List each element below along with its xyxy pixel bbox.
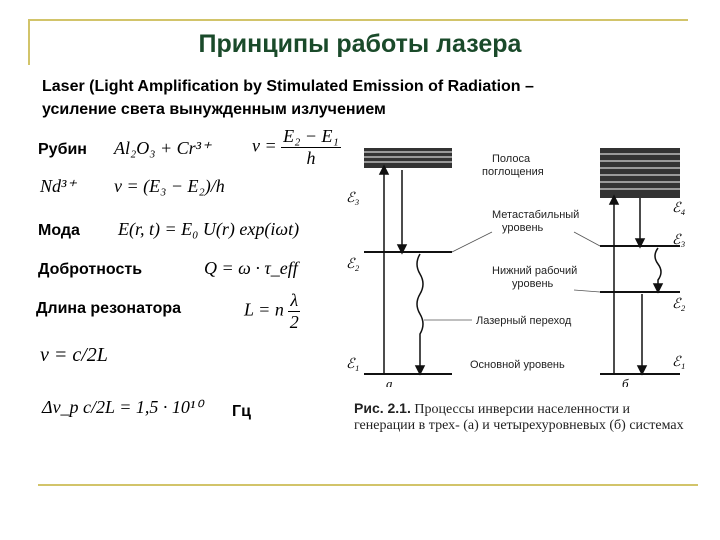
formula-length-den: 2 <box>289 312 299 332</box>
formula-length-lhs: L = n <box>244 299 284 320</box>
label-ground: Основной уровень <box>470 359 565 371</box>
formula-nu-num: E₂ − E₁ <box>283 126 339 146</box>
arrows-a <box>380 166 424 374</box>
label-mode: Мода <box>38 222 80 239</box>
frame-bottom-line <box>38 484 698 486</box>
level-label-b-3: ℰ₃ <box>672 233 686 248</box>
label-ruby: Рубин <box>38 141 87 158</box>
label-metastable-1: Метастабильный <box>492 209 580 221</box>
formula-length <box>244 290 300 333</box>
label-metastable-2: уровень <box>502 222 544 234</box>
level-label-b-1: ℰ₁ <box>672 355 686 370</box>
label-lower-2: уровень <box>512 278 554 290</box>
slide-title: Принципы работы лазера <box>198 30 522 58</box>
level-label-a-3: ℰ₃ <box>346 191 360 206</box>
label-band-1: Полоса <box>492 153 531 165</box>
absorption-band-a <box>364 148 452 168</box>
formula-length-num: λ <box>290 290 299 310</box>
formula-nd-nu: ν = (E₃ − E₂)/h <box>114 176 225 196</box>
formula-nu-c: ν = c/2L <box>40 344 108 366</box>
formula-mode: E(r, t) = E₀ U(r) exp(iωt) <box>118 219 300 239</box>
level-label-a-2: ℰ₂ <box>346 257 360 272</box>
intro-line-2: усиление света вынужденным излучением <box>42 101 386 118</box>
formula-nd: Nd³⁺ <box>40 176 76 196</box>
sub-label-b: б <box>622 376 629 387</box>
level-label-a-1: ℰ₁ <box>346 357 360 372</box>
label-quality: Добротность <box>38 261 143 278</box>
formula-quality: Q = ω · τ_eff <box>204 258 298 278</box>
caption-number: Рис. 2.1. <box>354 400 411 416</box>
level-label-b-4: ℰ₄ <box>672 201 686 216</box>
energy-level-diagram <box>342 142 692 387</box>
label-lower-1: Нижний рабочий <box>492 265 578 277</box>
intro-line-1: Laser (Light Amplification by Stimulated Emission of Radiation – <box>42 78 534 95</box>
arrows-b <box>610 196 662 374</box>
label-hz: Гц <box>232 403 251 420</box>
formula-delta-nu: Δν_p c/2L = 1,5 · 10¹⁰ <box>42 397 203 417</box>
label-laser: Лазерный переход <box>476 315 572 327</box>
formula-nu-lhs: ν = <box>252 135 277 156</box>
formula-nu-den: h <box>306 148 316 168</box>
formula-length-frac <box>288 290 300 333</box>
caption-text: Процессы инверсии населенности и генерации в трех- (а) и четырехуровневых (б) системах <box>354 402 684 433</box>
level-label-b-2: ℰ₂ <box>672 297 686 312</box>
figure-caption <box>354 400 694 434</box>
formula-ruby-compound: Al₂O₃ + Cr³⁺ <box>114 138 211 158</box>
sub-label-a: а <box>386 376 393 387</box>
absorption-band-b <box>600 148 680 198</box>
formula-nu-frac <box>281 126 341 169</box>
label-resonator: Длина резонатора <box>36 300 182 317</box>
formula-nu-fraction <box>252 126 341 169</box>
frame-top-line <box>28 19 688 21</box>
label-band-2: поглощения <box>482 166 544 178</box>
